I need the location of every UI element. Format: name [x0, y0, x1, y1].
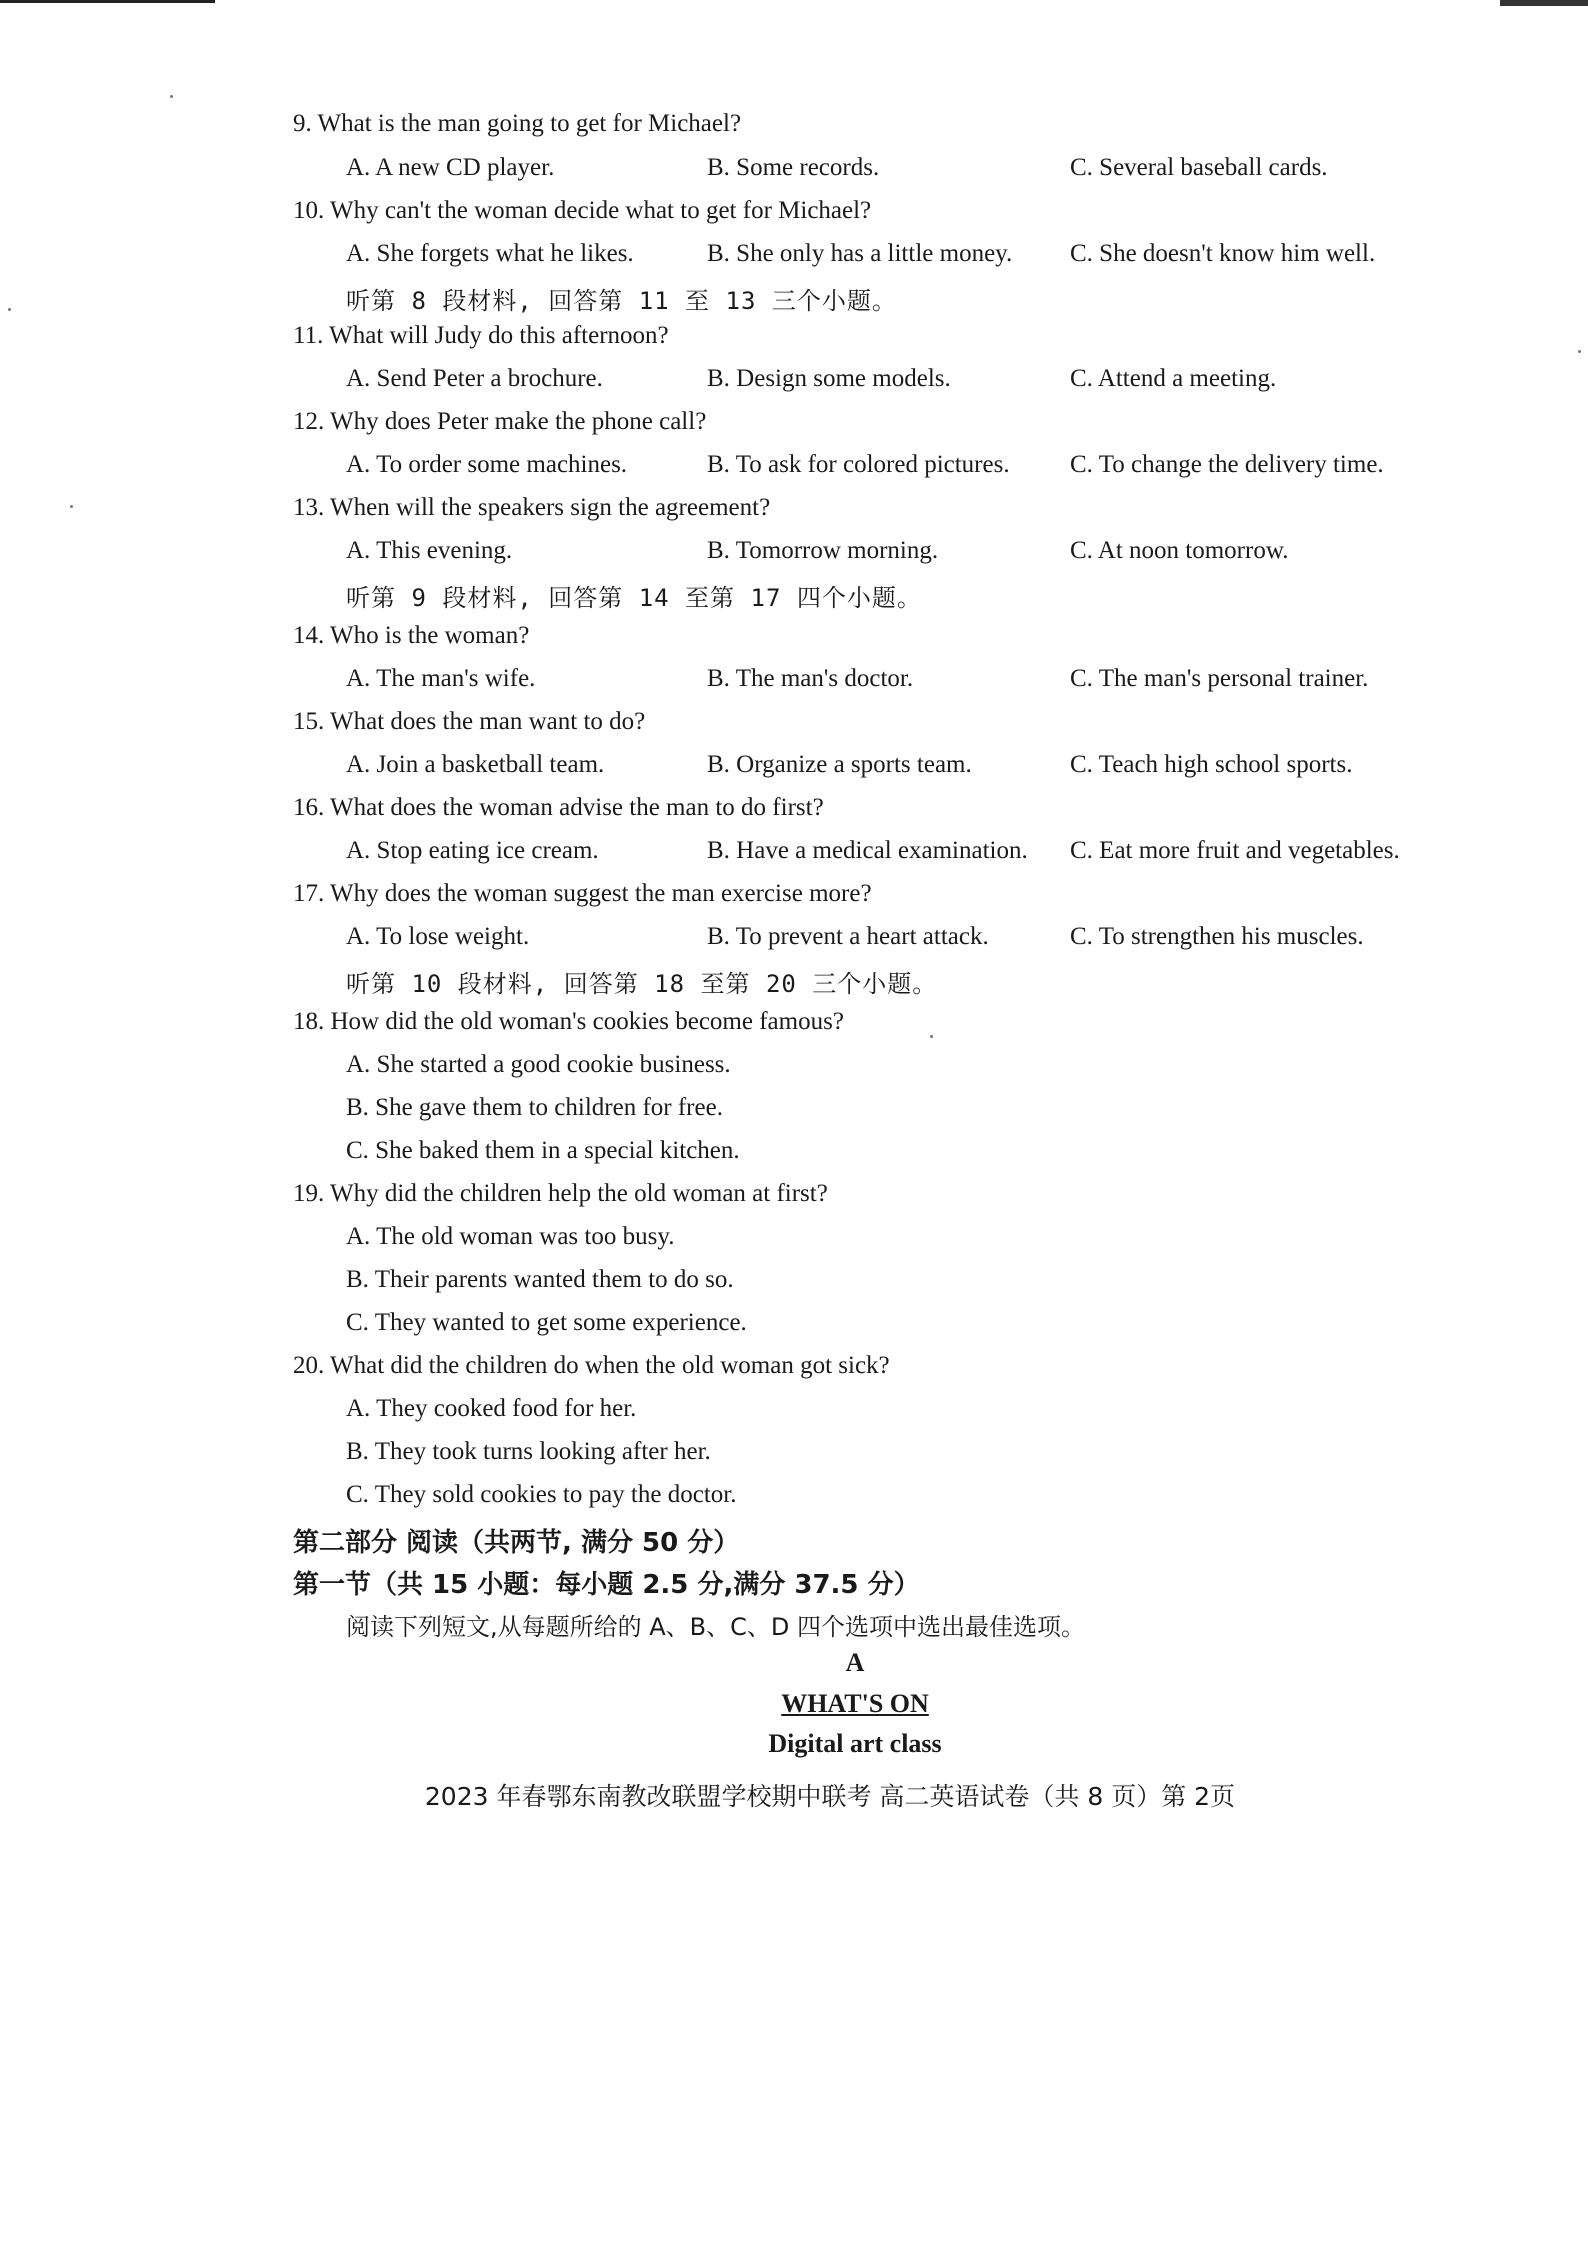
option-b: B. They took turns looking after her. [346, 1438, 711, 1465]
question-16: 16. What does the woman advise the man to do first? [293, 794, 824, 821]
option-c: C. The man's personal trainer. [1070, 665, 1369, 692]
question-17: 17. Why does the woman suggest the man exercise more? [293, 880, 872, 907]
passage-title: WHAT'S ON [781, 1689, 929, 1718]
question-11: 11. What will Judy do this afternoon? [293, 322, 669, 349]
reading-instruction: 阅读下列短文,从每题所给的 A、B、C、D 四个选项中选出最佳选项。 [346, 1613, 1086, 1641]
option-a: A. This evening. [346, 537, 513, 564]
question-19: 19. Why did the children help the old woman at first? [293, 1180, 828, 1207]
scan-edge-line [1500, 0, 1588, 6]
option-a: A. She started a good cookie business. [346, 1051, 731, 1078]
option-a: A. She forgets what he likes. [346, 240, 634, 267]
question-10: 10. Why can't the woman decide what to get for Michael? [293, 197, 872, 224]
option-c: C. To strengthen his muscles. [1070, 923, 1364, 950]
option-b: B. Some records. [707, 154, 880, 181]
scan-speck [1578, 350, 1581, 353]
question-20: 20. What did the children do when the old woman got sick? [293, 1352, 890, 1379]
scan-speck [930, 1035, 933, 1038]
option-c: C. At noon tomorrow. [1070, 537, 1289, 564]
option-a: A. Join a basketball team. [346, 751, 605, 778]
option-a: A. They cooked food for her. [346, 1395, 637, 1422]
scan-speck [8, 308, 11, 311]
scan-edge-line [0, 0, 215, 3]
option-c: C. Teach high school sports. [1070, 751, 1353, 778]
option-b: B. To prevent a heart attack. [707, 923, 989, 950]
option-b: B. Have a medical examination. [707, 837, 1028, 864]
listening-instruction-seg10: 听第 10 段材料, 回答第 18 至第 20 三个小题。 [346, 970, 938, 998]
option-b: B. She gave them to children for free. [346, 1094, 723, 1121]
option-b: B. Organize a sports team. [707, 751, 972, 778]
option-b: B. She only has a little money. [707, 240, 1013, 267]
option-c: C. Several baseball cards. [1070, 154, 1328, 181]
option-b: B. To ask for colored pictures. [707, 451, 1010, 478]
option-b: B. Their parents wanted them to do so. [346, 1266, 734, 1293]
option-a: A. A new CD player. [346, 154, 555, 181]
option-c: C. Eat more fruit and vegetables. [1070, 837, 1400, 864]
option-a: A. To order some machines. [346, 451, 628, 478]
option-b: B. Design some models. [707, 365, 951, 392]
scan-speck [170, 95, 173, 98]
question-9: 9. What is the man going to get for Michael? [293, 110, 742, 137]
passage-label: A [845, 1648, 865, 1677]
question-15: 15. What does the man want to do? [293, 708, 646, 735]
listening-instruction-seg8: 听第 8 段材料, 回答第 11 至 13 三个小题。 [346, 287, 897, 315]
option-c: C. To change the delivery time. [1070, 451, 1384, 478]
option-c: C. They wanted to get some experience. [346, 1309, 747, 1336]
passage-subtitle: Digital art class [768, 1729, 942, 1758]
option-a: A. Send Peter a brochure. [346, 365, 603, 392]
question-14: 14. Who is the woman? [293, 622, 530, 649]
listening-instruction-seg9: 听第 9 段材料, 回答第 14 至第 17 四个小题。 [346, 584, 922, 612]
option-a: A. To lose weight. [346, 923, 530, 950]
option-c: C. She doesn't know him well. [1070, 240, 1376, 267]
option-c: C. Attend a meeting. [1070, 365, 1277, 392]
part-two-title: 第二部分 阅读（共两节, 满分 50 分） [293, 1528, 740, 1558]
section-one-title: 第一节（共 15 小题：每小题 2.5 分,满分 37.5 分） [293, 1570, 920, 1600]
option-a: A. Stop eating ice cream. [346, 837, 599, 864]
option-c: C. She baked them in a special kitchen. [346, 1137, 740, 1164]
option-c: C. They sold cookies to pay the doctor. [346, 1481, 737, 1508]
option-b: B. Tomorrow morning. [707, 537, 939, 564]
option-b: B. The man's doctor. [707, 665, 914, 692]
scan-speck [70, 505, 73, 508]
question-12: 12. Why does Peter make the phone call? [293, 408, 707, 435]
option-a: A. The old woman was too busy. [346, 1223, 675, 1250]
question-18: 18. How did the old woman's cookies become famous? [293, 1008, 844, 1035]
question-13: 13. When will the speakers sign the agreement? [293, 494, 771, 521]
page-footer: 2023 年春鄂东南教改联盟学校期中联考 高二英语试卷（共 8 页）第 2页 [424, 1782, 1236, 1811]
option-a: A. The man's wife. [346, 665, 536, 692]
